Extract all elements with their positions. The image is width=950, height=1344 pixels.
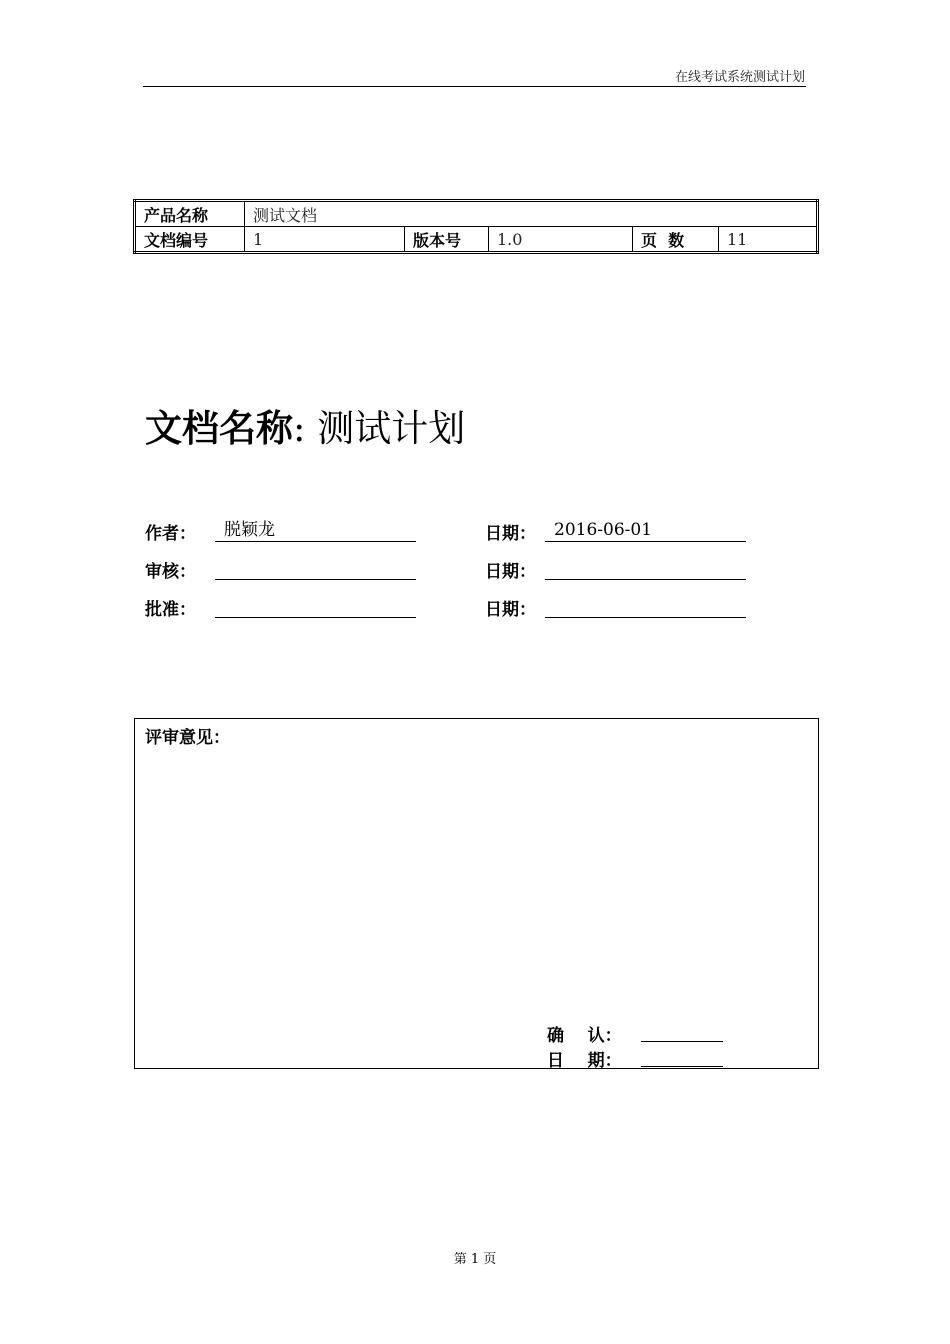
- author-label: 作者：: [145, 524, 196, 544]
- document-name-value: 测试计划: [317, 407, 466, 450]
- author-date-label: 日期：: [485, 524, 536, 544]
- document-title: [145, 403, 465, 455]
- pages-label: 页 数: [633, 227, 719, 253]
- product-name-value: 测试文档: [245, 201, 818, 227]
- confirm-field: [641, 1023, 723, 1042]
- version-value: 1.0: [489, 227, 633, 253]
- approve-field: [215, 596, 416, 618]
- review-date-field: [545, 558, 746, 580]
- doc-number-value: 1: [245, 227, 405, 253]
- confirm-date-field: [641, 1048, 723, 1067]
- approve-date-label: 日期：: [485, 600, 536, 620]
- review-label: 审核：: [145, 562, 196, 582]
- version-label: 版本号: [405, 227, 489, 253]
- document-name-label: 文档名称: [145, 407, 293, 450]
- author-date-field: 2016-06-01: [545, 520, 746, 542]
- header-title: 在线考试系统测试计划: [674, 70, 805, 85]
- approve-label: 批准：: [145, 600, 196, 620]
- review-comments-label: 评审意见：: [145, 728, 230, 748]
- table-row: [135, 227, 818, 253]
- approve-date-field: [545, 596, 746, 618]
- pages-value: 11: [719, 227, 818, 253]
- header-rule: [143, 86, 806, 87]
- review-comments-box: [134, 718, 819, 1069]
- confirm-label: 确 认：: [547, 1026, 622, 1046]
- review-field: [215, 558, 416, 580]
- page-number: 第 1 页: [453, 1252, 497, 1267]
- table-row: [135, 201, 818, 227]
- review-date-label: 日期：: [485, 562, 536, 582]
- author-field: 脱颖龙: [215, 520, 416, 542]
- confirm-date-label: 日 期：: [547, 1051, 622, 1071]
- doc-number-label: 文档编号: [135, 227, 245, 253]
- product-name-label: 产品名称: [135, 201, 245, 227]
- document-name-separator: :: [293, 407, 318, 450]
- document-info-table: [133, 199, 819, 254]
